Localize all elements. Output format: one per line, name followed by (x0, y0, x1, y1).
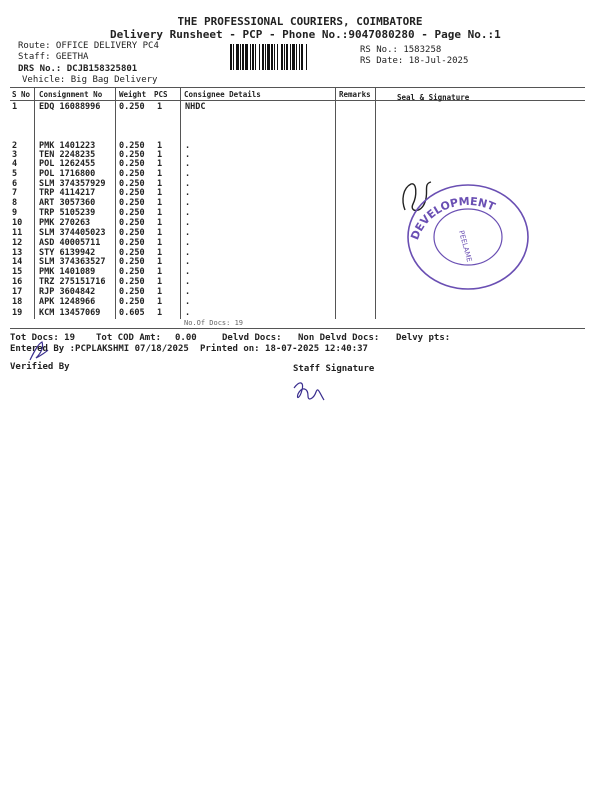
row-weight: 0.605 (119, 308, 145, 318)
delivery-points: Delvy pts: (396, 333, 451, 343)
row-sno: 9 (12, 208, 18, 218)
header-remarks: Remarks (339, 90, 371, 99)
row-consignee-details: . (185, 267, 191, 277)
row-consignee-details: . (185, 218, 191, 228)
row-sno: 11 (12, 228, 23, 238)
printed-on: Printed on: 18-07-2025 12:40:37 (200, 344, 368, 354)
row-sno: 12 (12, 238, 23, 248)
row-consignee-details: . (185, 208, 191, 218)
row-consignee-details: NHDC (185, 102, 206, 112)
staff-signature-label: Staff Signature (293, 364, 375, 374)
row-consignee-details: . (185, 228, 191, 238)
row-consignee-details: . (185, 238, 191, 248)
row-consignee-details: . (185, 308, 191, 318)
row-weight: 0.250 (119, 141, 145, 151)
row-sno: 3 (12, 150, 18, 160)
row-consignee-details: . (185, 297, 191, 307)
vehicle-text: Vehicle: Big Bag Delivery (22, 75, 158, 85)
row-consignment-no: SLM 374363527 (39, 257, 106, 267)
row-consignment-no: RJP 3604842 (39, 287, 96, 297)
row-consignment-no: TRP 4114217 (39, 188, 96, 198)
row-pcs: 1 (157, 169, 163, 179)
header-consignment: Consignment No (39, 90, 103, 99)
staff-text: Staff: GEETHA (18, 52, 89, 62)
row-sno: 14 (12, 257, 23, 267)
table-top-border (10, 87, 585, 88)
row-pcs: 1 (157, 198, 163, 208)
row-consignee-details: . (185, 179, 191, 189)
row-consignment-no: EDQ 16088996 (39, 102, 101, 112)
no-of-docs: No.Of Docs: 19 (184, 319, 244, 327)
row-consignee-details: . (185, 159, 191, 169)
row-consignment-no: POL 1262455 (39, 159, 96, 169)
row-sno: 4 (12, 159, 18, 169)
row-consignee-details: . (185, 141, 191, 151)
row-sno: 17 (12, 287, 23, 297)
row-consignment-no: TRP 5105239 (39, 208, 96, 218)
header-seal: Seal & Signature (397, 93, 470, 102)
header-consignee: Consignee Details (184, 90, 261, 99)
row-weight: 0.250 (119, 267, 145, 277)
table-header-border (10, 100, 585, 101)
row-consignment-no: PMK 270263 (39, 218, 91, 228)
total-cod-label: Tot COD Amt: (96, 333, 162, 343)
row-pcs: 1 (157, 267, 163, 277)
row-weight: 0.250 (119, 208, 145, 218)
row-consignment-no: PMK 1401223 (39, 141, 96, 151)
row-pcs: 1 (157, 287, 163, 297)
rs-number: RS No.: 1583258 (360, 45, 442, 55)
row-sno: 5 (12, 169, 18, 179)
row-pcs: 1 (157, 141, 163, 151)
row-consignment-no: TEN 2248235 (39, 150, 96, 160)
row-weight: 0.250 (119, 257, 145, 267)
row-pcs: 1 (157, 179, 163, 189)
row-pcs: 1 (157, 228, 163, 238)
barcode-image (230, 44, 355, 70)
row-consignee-details: . (185, 287, 191, 297)
verified-by: Verified By (10, 362, 70, 372)
row-sno: 2 (12, 141, 18, 151)
entered-by: Entered By :PCPLAKSHMI 07/18/2025 (10, 344, 189, 354)
row-consignee-details: . (185, 257, 191, 267)
total-cod-value: 0.00 (175, 333, 197, 343)
runsheet-title: Delivery Runsheet - PCP - Phone No.:9047080280 - Page No.:1 (110, 28, 501, 41)
row-weight: 0.250 (119, 287, 145, 297)
row-consignee-details: . (185, 188, 191, 198)
row-pcs: 1 (157, 159, 163, 169)
row-pcs: 1 (157, 248, 163, 258)
row-pcs: 1 (157, 238, 163, 248)
row-sno: 10 (12, 218, 23, 228)
row-weight: 0.250 (119, 102, 145, 112)
row-sno: 6 (12, 179, 18, 189)
row-sno: 1 (12, 102, 18, 112)
non-delivered-docs: Non Delvd Docs: (298, 333, 380, 343)
row-weight: 0.250 (119, 150, 145, 160)
header-pcs: PCS (154, 90, 168, 99)
row-consignment-no: TRZ 275151716 (39, 277, 106, 287)
row-weight: 0.250 (119, 228, 145, 238)
row-consignee-details: . (185, 169, 191, 179)
delivery-stamp (398, 175, 538, 295)
row-sno: 15 (12, 267, 23, 277)
row-pcs: 1 (157, 297, 163, 307)
row-weight: 0.250 (119, 218, 145, 228)
row-weight: 0.250 (119, 297, 145, 307)
row-weight: 0.250 (119, 169, 145, 179)
row-sno: 18 (12, 297, 23, 307)
row-sno: 13 (12, 248, 23, 258)
table-row (0, 102, 600, 112)
staff-signature (290, 378, 330, 408)
row-consignee-details: . (185, 248, 191, 258)
company-name: THE PROFESSIONAL COURIERS, COIMBATORE (177, 15, 423, 28)
row-sno: 19 (12, 308, 23, 318)
stamp-inner-text: PEELAME (457, 229, 474, 263)
row-weight: 0.250 (119, 238, 145, 248)
row-weight: 0.250 (119, 159, 145, 169)
row-pcs: 1 (157, 150, 163, 160)
row-weight: 0.250 (119, 179, 145, 189)
header-weight: Weight (119, 90, 147, 99)
stamp-outer-text: DEVELOPMENT (408, 194, 498, 242)
row-weight: 0.250 (119, 198, 145, 208)
row-pcs: 1 (157, 102, 163, 112)
row-sno: 8 (12, 198, 18, 208)
row-pcs: 1 (157, 277, 163, 287)
entered-by-signature (26, 338, 52, 364)
row-pcs: 1 (157, 308, 163, 318)
row-consignment-no: PMK 1401089 (39, 267, 96, 277)
row-consignment-no: APK 1248966 (39, 297, 96, 307)
row-consignment-no: STY 6139942 (39, 248, 96, 258)
delivered-docs: Delvd Docs: (222, 333, 282, 343)
row-weight: 0.250 (119, 188, 145, 198)
rs-date: RS Date: 18-Jul-2025 (360, 56, 469, 66)
row-sno: 7 (12, 188, 18, 198)
row-weight: 0.250 (119, 248, 145, 258)
row-pcs: 1 (157, 257, 163, 267)
row-consignee-details: . (185, 150, 191, 160)
total-docs: Tot Docs: 19 (10, 333, 76, 343)
row-consignment-no: ASD 40005711 (39, 238, 101, 248)
row-consignee-details: . (185, 277, 191, 287)
header-sno: S No (12, 90, 31, 99)
row-consignment-no: ART 3057360 (39, 198, 96, 208)
row-pcs: 1 (157, 188, 163, 198)
row-consignment-no: POL 1716800 (39, 169, 96, 179)
table-header-row (0, 90, 600, 100)
row-sno: 16 (12, 277, 23, 287)
route-text: Route: OFFICE DELIVERY PC4 (18, 41, 159, 51)
row-pcs: 1 (157, 208, 163, 218)
row-weight: 0.250 (119, 277, 145, 287)
table-row (0, 297, 600, 307)
drs-number: DRS No.: DCJB158325801 (18, 64, 138, 74)
row-consignment-no: SLM 374357929 (39, 179, 106, 189)
row-pcs: 1 (157, 218, 163, 228)
row-consignment-no: SLM 374405023 (39, 228, 106, 238)
row-consignment-no: KCM 13457069 (39, 308, 101, 318)
table-row (0, 308, 600, 318)
row-consignee-details: . (185, 198, 191, 208)
table-row (0, 159, 600, 169)
table-bottom-border (10, 328, 585, 329)
